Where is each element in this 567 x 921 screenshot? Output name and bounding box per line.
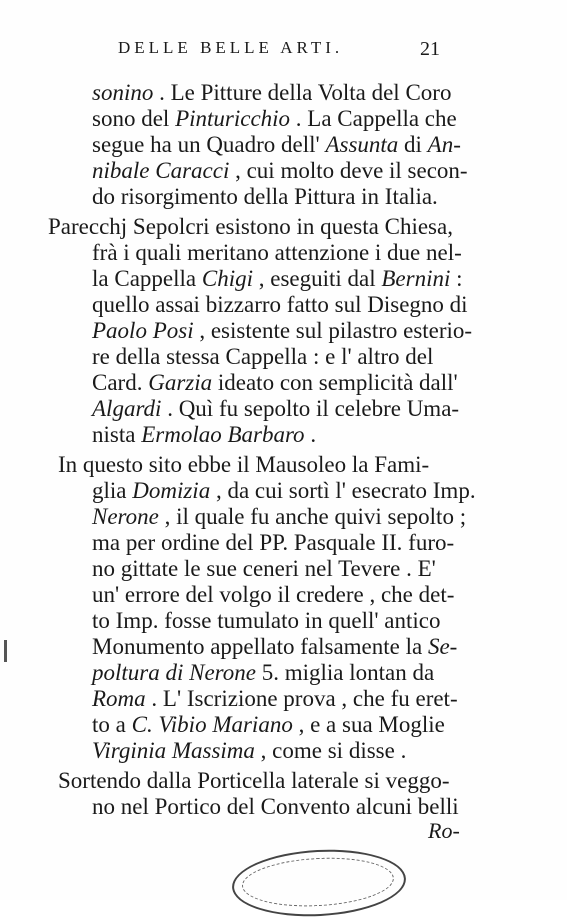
italic-text: Paolo Posi — [92, 318, 194, 343]
text-span: no gittate le sue ceneri nel Tevere . E' — [92, 556, 436, 581]
text-span: , da cui sortì l' esecrato Imp. — [210, 478, 476, 503]
text-span: to a — [92, 712, 132, 737]
italic-text: An- — [427, 132, 461, 157]
text-span: . Le Pitture della Volta del Coro — [153, 80, 452, 105]
text-span: un' errore del volgo il credere , che det- — [92, 582, 455, 607]
italic-text: Pinturicchio — [175, 106, 291, 131]
text-span: quello assai bizzarro fatto sul Disegno di — [92, 292, 468, 317]
italic-text: poltura di Nerone — [92, 660, 256, 685]
text-span: no nel Portico del Convento alcuni belli — [92, 794, 459, 819]
text-span: In questo sito ebbe il Mausoleo la Fami- — [58, 452, 430, 477]
italic-text: Chigi — [201, 266, 253, 291]
text-span: Sortendo dalla Porticella laterale si veggo- — [58, 768, 450, 793]
text-line — [92, 736, 406, 766]
text-span: , il quale fu anche quivi sepolto ; — [158, 504, 467, 529]
italic-text: Algardi — [92, 396, 162, 421]
text-span: ideato con semplicità dall' — [212, 370, 458, 395]
text-span: : — [450, 266, 463, 291]
italic-text: Roma — [92, 686, 146, 711]
text-span: frà i quali meritano attenzione i due nel- — [92, 240, 462, 265]
text-span: do risorgimento della Pittura in Italia. — [92, 184, 438, 209]
catchword: Ro- — [428, 818, 460, 843]
text-line — [92, 420, 316, 450]
text-span: , esistente sul pilastro esterio- — [193, 318, 473, 343]
text-span: . Quì fu sepolto il celebre Uma- — [161, 396, 460, 421]
text-span: di — [398, 132, 428, 157]
italic-text: Nerone — [92, 504, 159, 529]
running-title: DELLE BELLE ARTI. — [118, 38, 344, 57]
text-span: . La Cappella che — [290, 106, 457, 131]
library-stamp — [230, 845, 407, 920]
text-span: , come si disse . — [254, 738, 407, 763]
italic-text: sonino — [92, 80, 154, 105]
italic-text: C. Vibio Mariano — [131, 712, 293, 737]
italic-text: Bernini — [381, 266, 451, 291]
text-span: . — [304, 422, 317, 447]
text-span: Card. — [92, 370, 149, 395]
text-span: , cui molto deve il secon- — [229, 158, 468, 183]
text-span: Parecchj Sepolcri esistono in questa Chiesa, — [48, 214, 453, 239]
text-span: la Cappella — [92, 266, 202, 291]
italic-text: Se- — [427, 634, 458, 659]
text-span: 5. miglia lontan da — [255, 660, 435, 685]
text-span: , eseguiti dal — [252, 266, 382, 291]
italic-text: Domizia — [132, 478, 211, 503]
text-span: segue ha un Quadro dell' — [92, 132, 326, 157]
italic-text: Garzia — [148, 370, 213, 395]
text-line — [92, 182, 438, 212]
text-span: glia — [92, 478, 133, 503]
library-stamp-inner-ring — [241, 854, 395, 910]
text-span: , e a sua Moglie — [292, 712, 445, 737]
text-span: re della stessa Cappella : e l' altro del — [92, 344, 434, 369]
italic-text: Virginia Massima — [92, 738, 255, 763]
text-span: ma per ordine del PP. Pasquale II. furo- — [92, 530, 455, 555]
text-line — [92, 792, 459, 822]
text-span: to Imp. fosse tumulato in quell' antico — [92, 608, 441, 633]
italic-text: nibale Caracci — [92, 158, 230, 183]
page-number: 21 — [420, 38, 440, 60]
text-span: . L' Iscrizione prova , che fu eret- — [145, 686, 458, 711]
text-span: nista — [92, 422, 142, 447]
text-span: sono del — [92, 106, 176, 131]
italic-text: Ermolao Barbaro — [141, 422, 305, 447]
italic-text: Assunta — [325, 132, 399, 157]
text-span: Monumento appellato falsamente la — [92, 634, 428, 659]
page-header — [118, 38, 478, 68]
margin-mark — [4, 640, 7, 662]
